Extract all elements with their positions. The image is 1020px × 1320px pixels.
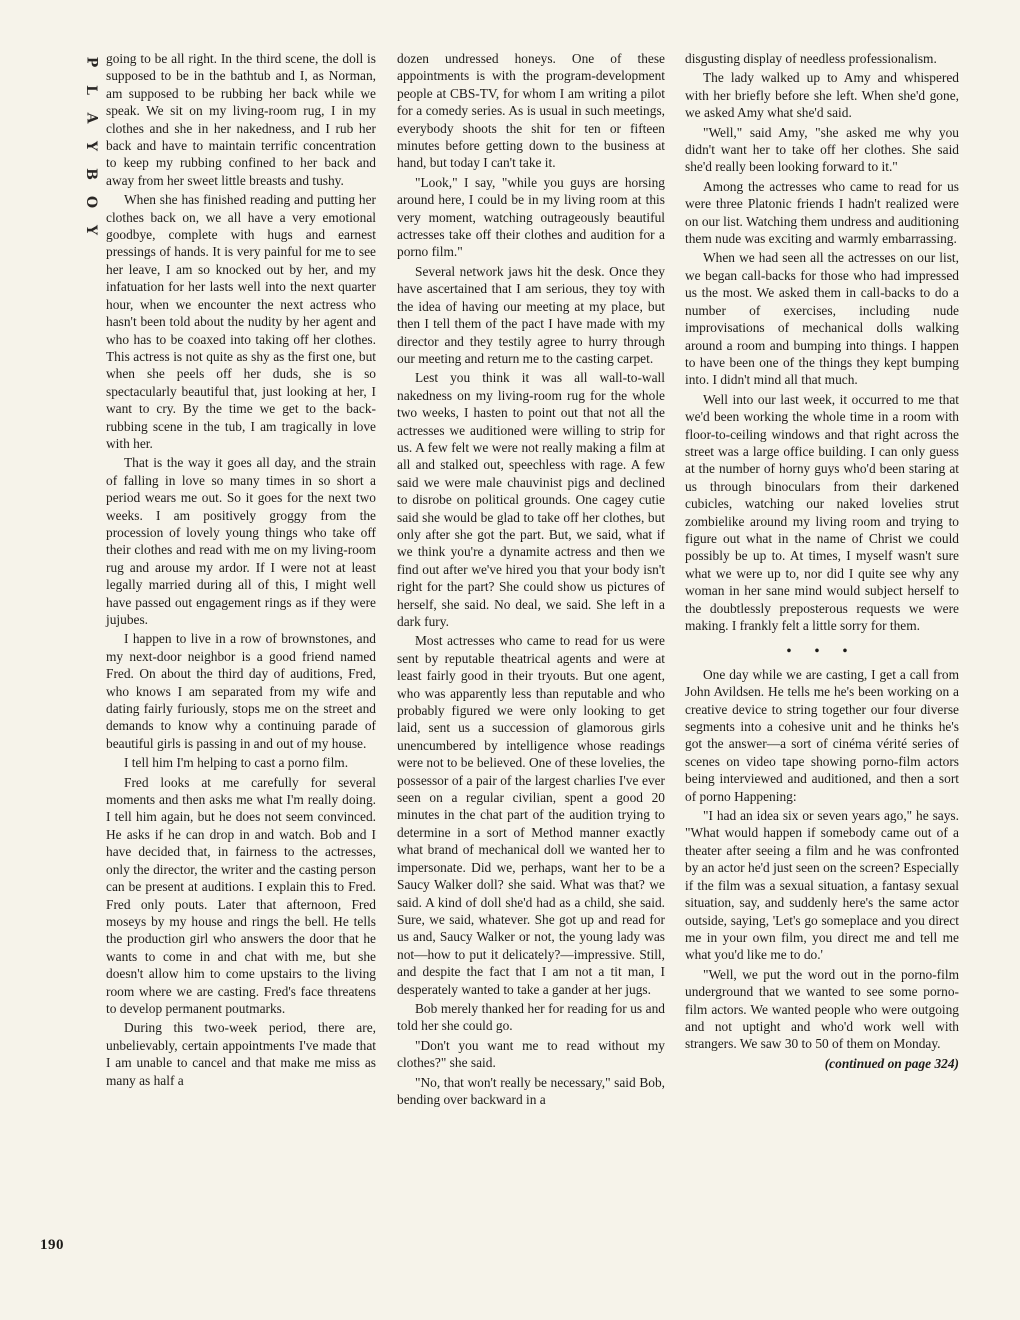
paragraph: Bob merely thanked her for reading for us and told her she could go. [397,1000,665,1034]
running-head-letter: O [82,195,99,209]
paragraph: The lady walked up to Amy and whispered with her briefly before she left. When she'd gone, we asked Amy what she'd said. [685,70,959,121]
running-head-letter: Y [83,141,99,151]
paragraph: When she has finished reading and putting her clothes back on, we all have a very emotional goodbye, complete with hugs and earnest pressings of hands. It is very painful for me to see her leave, I am so knocked out by her, and my infatuation for her lasts well into the next quarter hour, when we encounter the next actress who hasn't been told about the nudity by her agent and who has to be coaxed into taking off her clothes. This actress is not quite as shy as the first one, but when she peels off her duds, she is so spectacularly beautiful that, just looking at her, I want to cry. By the time we get to the back-rubbing scene in the tub, I am tragically in love with her. [106,192,376,451]
running-head-playboy [80,48,102,244]
text-column-2 [397,50,665,1110]
paragraph: Lest you think it was all wall-to-wall nakedness on my living-room rug for the whole two weeks, I hasten to point out that not all the actresses we auditioned were willing to strip for us. A few felt we were not really making a film at all and stalked out, speechless with rage. A few said we were male chauvinist pigs and declined to disrobe on political grounds. One cagey cutie said she would be glad to take off her clothes, but only after she got the part. But, we said, what if we think you're a dynamite actress and then we find out after we've hired you that your body isn't right for the part? She could show us pictures of herself, she said. No deal, we said. She left in a dark fury. [397,370,665,629]
text-column-3 [685,50,959,1074]
paragraph: Fred looks at me carefully for several moments and then asks me what I'm really doing. I tell him again, but he does not seem convinced. He asks if he can drop in and watch. Bob and I have decided that, in fairness to the actresses, only the director, the writer and the casting person can be present at auditions. I explain this to Fred. Fred only pouts. Later that afternoon, Fred moseys by my house and rings the bell. He tells the production girl who answers the door that he wants to come in and chat with me, but she doesn't allow him to come upstairs to the living room where we are casting. Fred's face threatens to develop permanent poutmarks. [106,774,376,1016]
continued-note: (continued on page 324) [824,1055,959,1071]
paragraph: Well into our last week, it occurred to me that we'd been working the whole time in a room with floor-to-ceiling windows and that right across the street was a large office building. I can only guess at the number of horny guys who'd been staring at us through binoculars from their darkened cubicles, watching our naked lovelies strut zombielike around my living room and trying to figure out what in the name of Christ we could possibly be up to. At times, I myself wasn't sure what we were up to, nor did I quite see why any woman in her sane mind would subject herself to the doubtlessly preposterous requests we were making. I frankly felt a little sorry for them. [685,391,959,633]
paragraph: I happen to live in a row of brownstones, and my next-door neighbor is a good friend named Fred. On about the third day of auditions, Fred, who knows I am separated from my wife and dating fairly furiously, stops me on the street and demands to know why a continuing parade of beautiful girls is passing in and out of my house. [106,631,376,751]
paragraph: "Well," said Amy, "she asked me why you didn't want her to take off her clothes. She said she'd really been looking forward to it." [685,124,959,175]
paragraph: Most actresses who came to read for us were sent by reputable theatrical agents and were at least fairly good in their tryouts. But one agent, who was apparently less than reputable and who probably figured we were only looking to get laid, sent us a succession of glamorous girls unencumbered by intelligence whose readings were not to be believed. One of these lovelies, the possessor of a pair of the largest charlies I've ever seen on a regular civilian, spent a good 20 minutes in the chat part of the audition trying to determine in a sort of Method manner exactly what brand of mechanical doll we wanted her to impersonate. Did we, perhaps, want her to be a Saucy Walker doll? she said. What was that? we said. A kind of doll she'd had as a child, she said. Sure, we said, whatever. She got up and read for us and, Saucy Walker or not, the young lady was not—how to put it delicately?—impressive. Still, and despite the fact that I am not a tit man, I desperately wanted to take a gander at her jugs. [397,633,665,997]
running-head-letter: P [83,56,99,68]
running-head-letter: L [83,85,99,95]
paragraph: Among the actresses who came to read for us were three Platonic friends I hadn't realized were on our list. Watching them undress and auditioning them nude was exciting and warmly embarrassing. [685,178,959,247]
paragraph: That is the way it goes all day, and the strain of falling in love so many times in so short a period wears me out. So it goes for the next two weeks. I am positively groggy from the procession of lovely young things who take off their clothes and read with me on my living-room rug and arouse my ardor. If I were not at least legally married during all of this, I might well have passed out engagement rings as if they were jujubes. [106,455,376,627]
paragraph: One day while we are casting, I get a call from John Avildsen. He tells me he's been working on a creative device to string together our four diverse segments into a cohesive unit and he thinks he's got the answer—a sort of cinéma vérité series of scenes on video tape showing porno-film actors being interviewed and auditioned, and then a sort of porno Happening: [685,666,959,804]
paragraph: "No, that won't really be necessary," said Bob, bending over backward in a [397,1074,665,1107]
paragraph: disgusting display of needless professionalism. [685,51,937,66]
paragraph: "Don't you want me to read without my clothes?" she said. [397,1037,665,1071]
page-number: 190 [40,1237,64,1253]
running-head-letter: Y [83,225,99,235]
paragraph: "I had an idea six or seven years ago," he says. "What would happen if somebody came out of a theater after seeing a film and he was confronted by an actor he'd just seen on the screen? Especially if the film was a sexual situation, a fantasy sexual situation, say, and suddenly here's the same actor outside, saying, 'Let's go someplace and you direct me in your own film, you direct me and tell me what you'd like me to do.' [685,808,959,963]
running-head-letter: B [83,168,99,180]
paragraph: "Look," I say, "while you guys are horsing around here, I could be in my living room at this very moment, watching outrageously beautiful actresses take off their clothes and audition for a porno film." [397,174,665,260]
paragraph: dozen undressed honeys. One of these appointments is with the program-development people at CBS-TV, for whom I am writing a pilot for a comedy series. As is usual in such meetings, everybody shoots the shit for ten or fifteen minutes before getting down to the business at hand, but today I can't take it. [397,51,665,171]
paragraph: "Well, we put the word out in the porno-film underground that we wanted to see some porno-film actors. We wanted people who were outgoing and not uptight and who'd work well with strangers. We saw 30 to 50 of them on Monday. [685,966,959,1052]
text-column-1 [106,50,376,1091]
paragraph: I tell him I'm helping to cast a porno film. [124,755,349,771]
paragraph: going to be all right. In the third scene, the doll is supposed to be in the bathtub and I, as Norman, am supposed to be rubbing her back while we speak. We sit on my living-room rug, I in my clothes and she in her nakedness, and I rub her back and have to maintain terrific concentration to keep my rubbing confined to her back and away from her sweet little breasts and tushy. [106,51,376,188]
running-head-letter: A [83,112,99,124]
paragraph: Several network jaws hit the desk. Once they have ascertained that I am serious, they toy with the idea of having our meeting at my place, but then I tell them of the pact I have made with my director and they testily agree to hurry through our meeting and return me to the casting carpet. [397,263,665,366]
paragraph: During this two-week period, there are, unbelievably, certain appointments I've made that I am unable to cancel and that make me miss as many as half a [106,1020,376,1088]
section-break: • • • [786,643,858,659]
paragraph: When we had seen all the actresses on our list, we began call-backs for those who had impressed us the most. We asked them in call-backs to do a number of exercises, including nude improvisations of mechanical dolls walking around a room and bumping into things. I happen to have been one of the things they kept bumping into. I didn't mind all that much. [685,250,959,388]
